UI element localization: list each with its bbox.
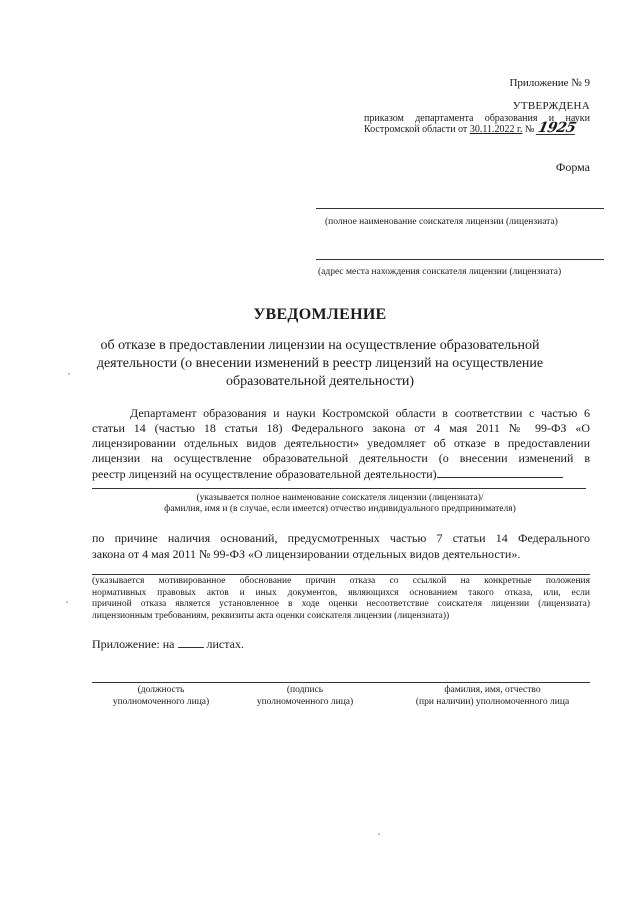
paragraph-line-2: статьи 14 (частью 18 статьи 18) Федерального закона от 4 мая 2011 № 99-ФЗ «О — [92, 421, 590, 435]
attachment-prefix: Приложение: на — [92, 637, 175, 651]
from-word: от — [458, 124, 468, 135]
signature-line — [92, 682, 590, 683]
fio-line-1: фамилия, имя, отчество — [444, 685, 541, 695]
fio-caption — [395, 684, 590, 708]
position-line-1: (должность — [137, 685, 185, 695]
paragraph-line-5 — [92, 466, 590, 482]
document-title: УВЕДОМЛЕНИЕ — [253, 306, 387, 323]
paragraph-line-3: лицензировании отдельных видов деятельности» уведомляет об отказе в предоставлении — [92, 436, 590, 450]
caption2-line-3: причиной отказа является установленное в ходе оценки несоответствие соискателя лицензии (лицензиата) — [92, 599, 590, 609]
reason-line-1: по причине наличия оснований, предусмотренных частью 7 статьи 14 Федерального — [92, 531, 590, 545]
signature-line-2: уполномоченного лица) — [256, 697, 354, 707]
approval-order-line1: приказом департамента образования и науки — [364, 113, 590, 124]
approval-date: 30.11.2022 г. — [469, 124, 523, 135]
paragraph-line-4: лицензии на осуществление образовательной деятельности (о внесении изменений в — [92, 451, 590, 465]
paragraph-line-1: Департамент образования и науки Костромской области в соответствии с частью 6 — [130, 406, 590, 420]
applicant-fill-line-inline — [437, 466, 563, 478]
approval-order-line2 — [364, 120, 594, 136]
subtitle-line-3: образовательной деятельности) — [225, 374, 415, 389]
notification-paragraph — [92, 406, 590, 482]
approved-label: УТВЕРЖДЕНА — [512, 100, 590, 112]
position-line-2: уполномоченного лица) — [112, 697, 210, 707]
signature-line-1: (подпись — [286, 685, 324, 695]
document-subtitle — [0, 337, 640, 391]
applicant-address-line — [316, 259, 604, 260]
attachment-suffix: листах. — [206, 637, 244, 651]
caption2-line-4: лицензионным требованиям, реквизиты акта оценки соискателя лицензии (лицензиата)) — [92, 610, 450, 621]
applicant-fill-caption — [100, 493, 580, 515]
reason-line-2: закона от 4 мая 2011 № 99-ФЗ «О лицензировании отдельных видов деятельности». — [92, 547, 521, 561]
justification-caption — [92, 576, 590, 622]
number-sign: № — [524, 124, 535, 135]
signature-caption — [240, 684, 370, 708]
applicant-name-line — [316, 208, 604, 209]
handwritten-order-number: 1925 — [536, 120, 577, 136]
form-label: Форма — [555, 160, 590, 174]
scan-speck — [66, 601, 68, 603]
fio-line-2: (при наличии) уполномоченного лица — [415, 697, 570, 707]
attachment-line — [92, 637, 392, 652]
applicant-address-caption: (адрес места нахождения соискателя лицензии (лицензиата) — [318, 267, 562, 277]
justification-line — [92, 574, 590, 575]
paragraph-line-5-text: реестр лицензий на осуществление образовательной деятельности) — [92, 467, 437, 481]
region-name: Костромской области — [364, 124, 456, 135]
applicant-name-caption: (полное наименование соискателя лицензии (лицензиата) — [325, 217, 558, 227]
caption2-line-1: (указывается мотивированное обоснование причин отказа со ссылкой на конкретные положения — [92, 576, 590, 586]
subtitle-line-1: об отказе в предоставлении лицензии на осуществление образовательной — [100, 338, 540, 353]
reason-paragraph — [92, 530, 590, 562]
appendix-number: Приложение № 9 — [509, 77, 590, 89]
attachment-pages-blank — [178, 637, 204, 648]
caption1-line-1: (указывается полное наименование соискателя лицензии (лицензиата)/ — [196, 493, 484, 503]
applicant-fill-line — [92, 488, 586, 489]
caption2-line-2: нормативных правовых актов и иных документов, являющихся основанием такого отказа, или, если — [92, 587, 590, 598]
scan-speck — [378, 833, 380, 835]
scan-speck — [68, 373, 70, 375]
caption1-line-2: фамилия, имя и (в случае, если имеется) отчество индивидуального предпринимателя) — [164, 504, 516, 514]
subtitle-line-2: деятельности (о внесении изменений в реестр лицензий на осуществление — [96, 356, 544, 371]
position-caption — [96, 684, 226, 708]
